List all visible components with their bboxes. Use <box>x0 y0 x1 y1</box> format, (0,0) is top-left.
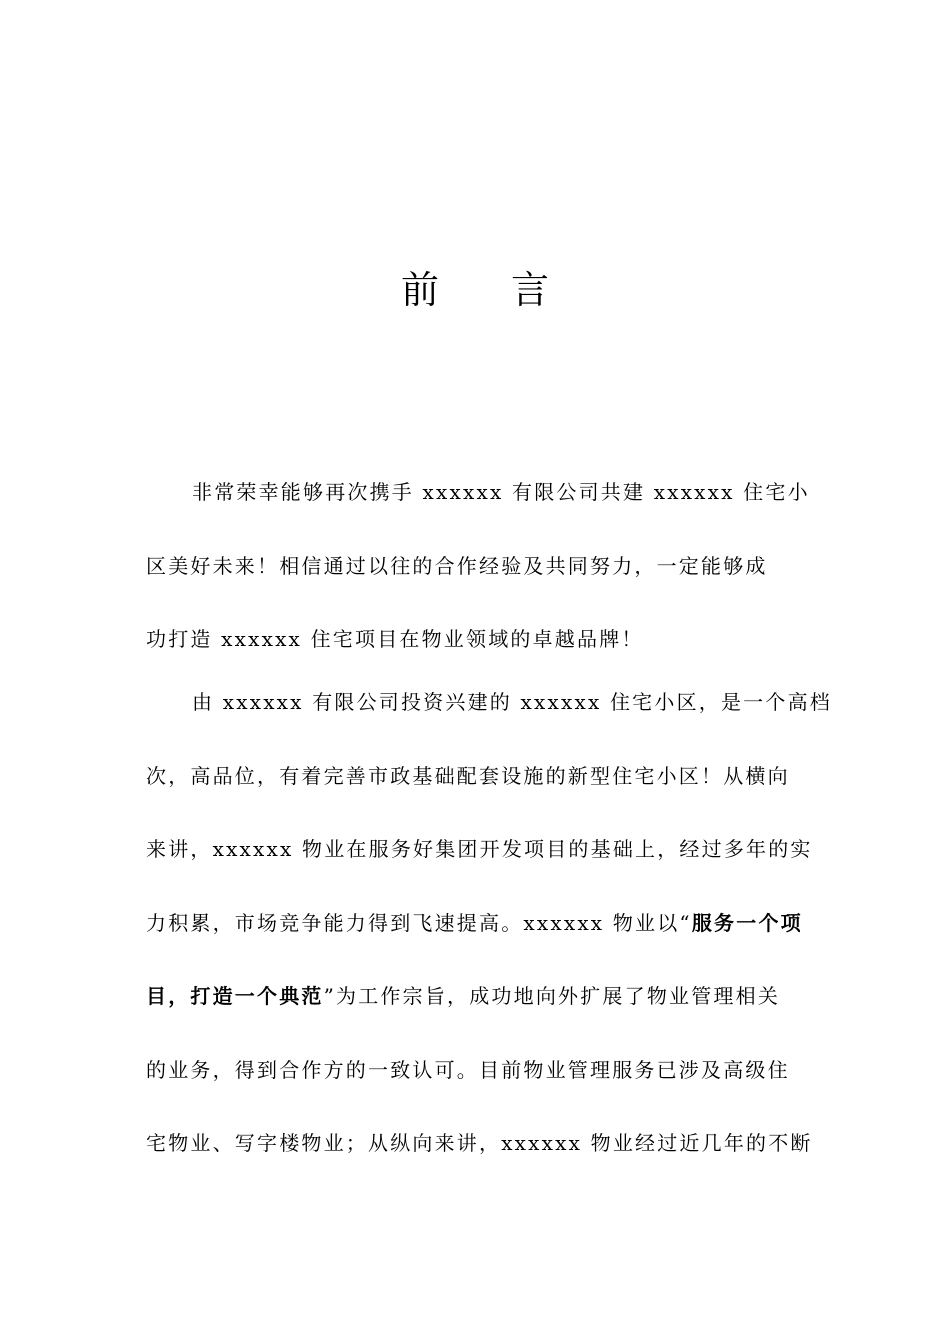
paragraph-line <box>146 960 806 1034</box>
paragraph-line: 由 xxxxxx 有限公司投资兴建的 xxxxxx 住宅小区，是一个高档 <box>192 690 832 714</box>
paragraph-line: 宅物业、写字楼物业；从纵向来讲，xxxxxx 物业经过近几年的不断 <box>146 1131 813 1155</box>
paragraph-company <box>146 666 832 1181</box>
bold-slogan-part2: 目，打造一个典范 <box>146 984 324 1008</box>
paragraph-line: 的业务，得到合作方的一致认可。目前物业管理服务已涉及高级住 <box>146 1057 790 1082</box>
line-text: 力积累，市场竞争能力得到飞速提高。xxxxxx 物业以“ <box>146 910 692 935</box>
paragraph-line: 非常荣幸能够再次携手 xxxxxx 有限公司共建 xxxxxx 住宅小 <box>192 480 810 504</box>
paragraph-intro <box>146 456 810 677</box>
paragraph-line: 区美好未来！相信通过以往的合作经验及共同努力，一定能够成 <box>146 553 768 578</box>
paragraph-line: 次，高品位，有着完善市政基础配套设施的新型住宅小区！从横向 <box>146 763 790 788</box>
bold-slogan-part1: 服务一个项 <box>691 910 803 935</box>
paragraph-line: 来讲，xxxxxx 物业在服务好集团开发项目的基础上，经过多年的实 <box>146 837 813 861</box>
paragraph-line <box>146 887 806 961</box>
page-title: 前 言 <box>400 268 580 312</box>
paragraph-line: 功打造 xxxxxx 住宅项目在物业领域的卓越品牌！ <box>146 627 644 651</box>
line-text: ”为工作宗旨，成功地向外扩展了物业管理相关 <box>323 984 781 1008</box>
